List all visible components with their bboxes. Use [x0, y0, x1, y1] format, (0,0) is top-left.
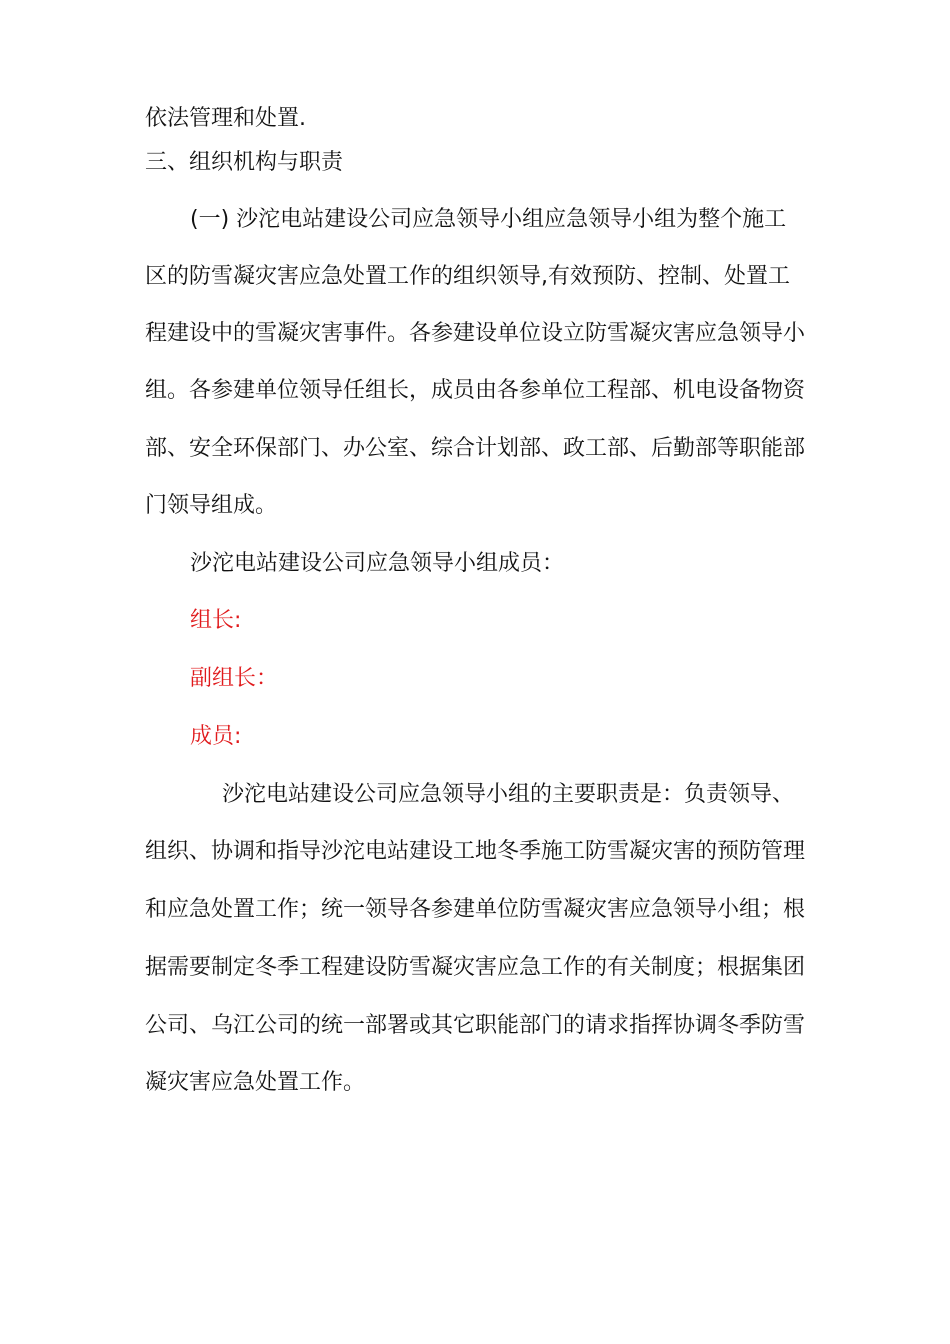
text-line: 凝灾害应急处置工作。: [145, 1070, 366, 1095]
section-heading: 三、组织机构与职责: [145, 150, 344, 175]
leader-label: 组长:: [190, 608, 242, 633]
text-line: 门领导组成。: [145, 493, 278, 518]
text-line: 组。各参建单位领导任组长，成员由各参单位工程部、机电设备物资: [145, 378, 806, 403]
text-line: (一) 沙沱电站建设公司应急领导小组应急领导小组为整个施工: [190, 207, 787, 232]
deputy-leader-label: 副组长：: [190, 666, 279, 691]
text-line: 组织、协调和指导沙沱电站建设工地冬季施工防雪凝灾害的预防管理: [145, 839, 806, 864]
text-line: 和应急处置工作；统一领导各参建单位防雪凝灾害应急领导小组；根: [145, 897, 806, 922]
text-line: 依法管理和处置.: [145, 106, 306, 131]
text-line: 程建设中的雪凝灾害事件。各参建设单位设立防雪凝灾害应急领导小: [145, 321, 806, 346]
text-line: 区的防雪凝灾害应急处置工作的组织领导,有效预防、控制、处置工: [145, 264, 790, 289]
members-heading: 沙沱电站建设公司应急领导小组成员：: [190, 551, 565, 576]
text-line: 部、安全环保部门、办公室、综合计划部、政工部、后勤部等职能部: [145, 436, 806, 461]
text-line: 沙沱电站建设公司应急领导小组的主要职责是：负责领导、: [222, 782, 795, 807]
members-label: 成员:: [190, 724, 242, 749]
text-line: 公司、乌江公司的统一部署或其它职能部门的请求指挥协调冬季防雪: [145, 1013, 806, 1038]
text-line: 据需要制定冬季工程建设防雪凝灾害应急工作的有关制度；根据集团: [145, 955, 806, 980]
